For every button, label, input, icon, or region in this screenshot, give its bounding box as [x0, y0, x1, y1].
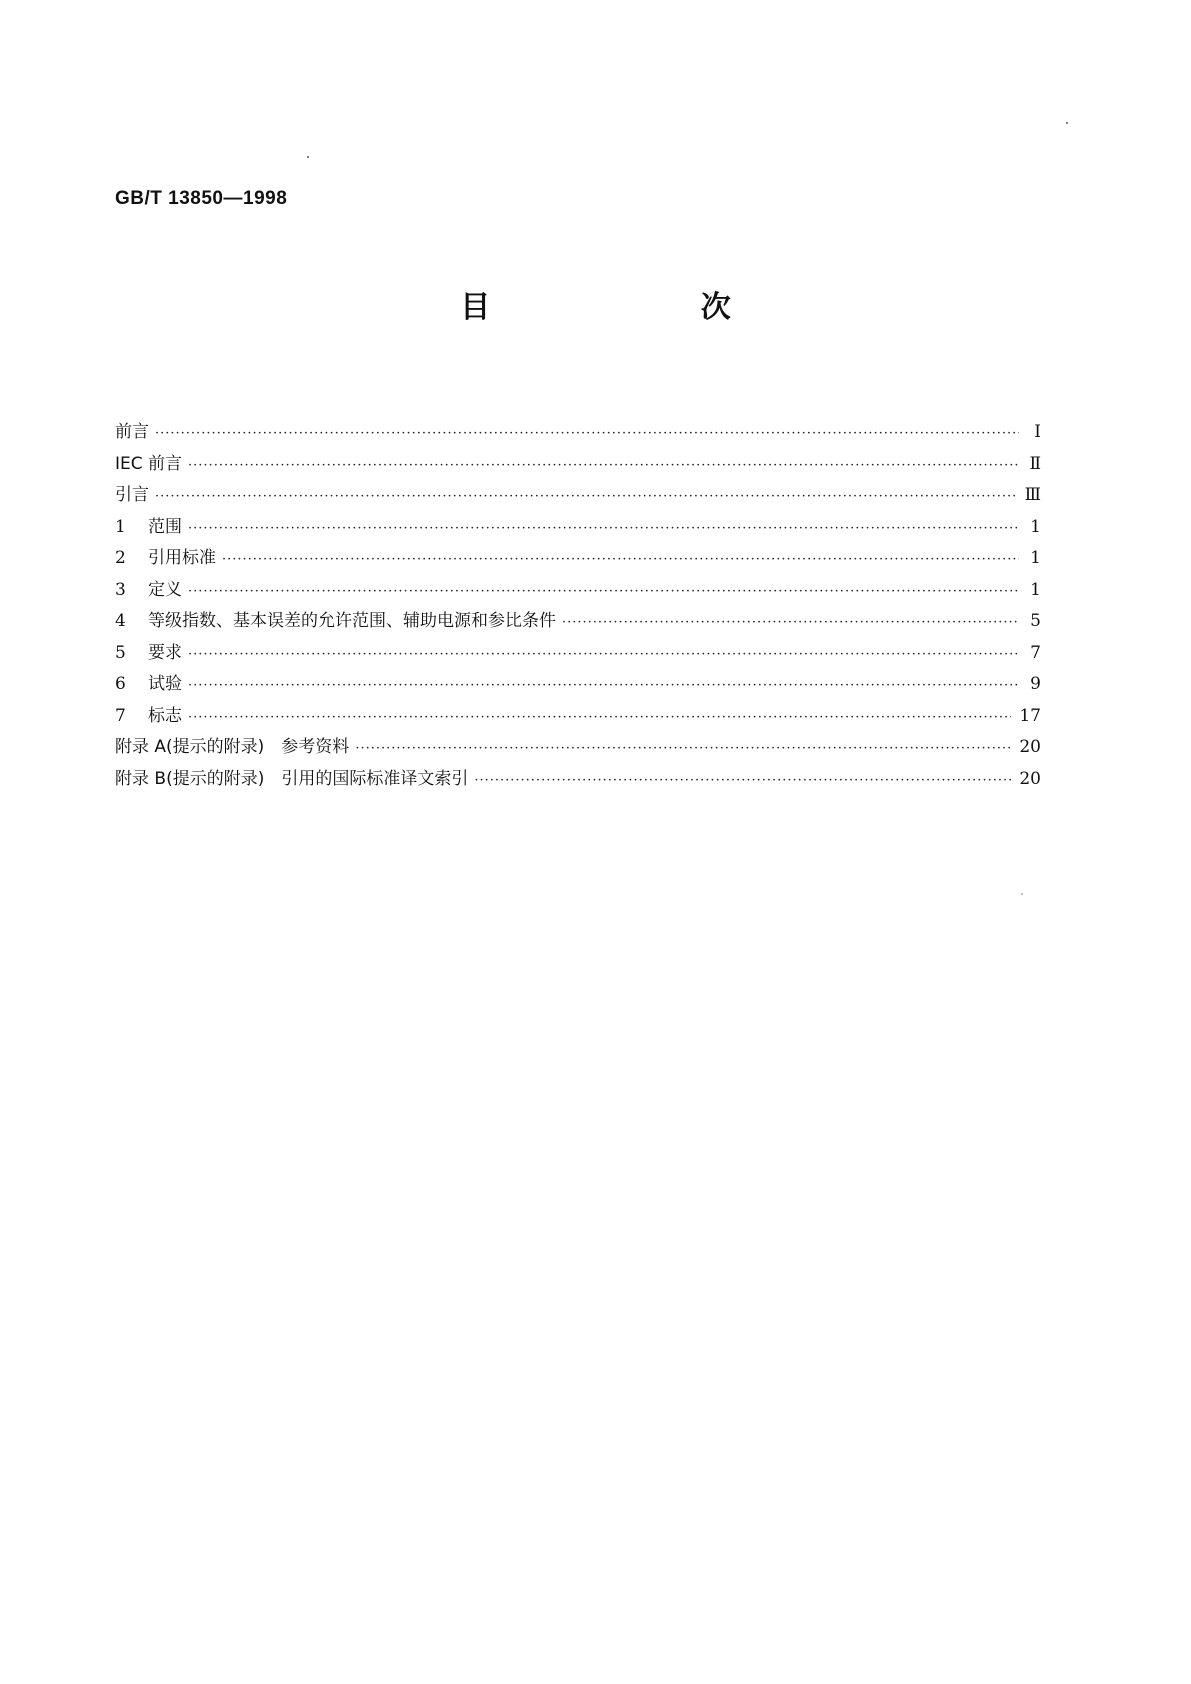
toc-dot-leader: [188, 639, 1019, 671]
toc-entry-label: 要求: [148, 642, 182, 663]
toc-entry-page: I: [1034, 422, 1041, 442]
toc-dot-leader: [222, 544, 1019, 576]
toc-entry-number: 1: [115, 516, 126, 537]
toc-dot-leader: [188, 670, 1019, 702]
toc-entry-iec-foreword[interactable]: [115, 449, 1041, 481]
toc-entry-label: 试验: [148, 674, 182, 694]
toc-entry-label: 引用标准: [148, 548, 216, 568]
toc-dot-leader: [155, 418, 1019, 450]
table-of-contents: [115, 417, 1041, 795]
toc-entry-class-index[interactable]: [115, 606, 1041, 638]
scan-speck: [1066, 122, 1068, 124]
toc-entry-number: 3: [115, 579, 126, 600]
toc-entry-page: 5: [1030, 611, 1041, 631]
toc-entry-foreword[interactable]: [115, 417, 1041, 449]
toc-entry-label: 等级指数、基本误差的允许范围、辅助电源和参比条件: [148, 611, 556, 631]
toc-entry-page: 17: [1019, 705, 1041, 726]
toc-entry-label: 附录 B(提示的附录) 引用的国际标准译文索引: [115, 768, 469, 789]
toc-dot-leader: [562, 607, 1019, 639]
toc-entry-number: 7: [115, 705, 126, 726]
toc-entry-tests[interactable]: [115, 669, 1041, 701]
scan-speck: [307, 156, 309, 158]
toc-entry-label: 引言: [115, 485, 149, 505]
toc-entry-label: 前言: [115, 422, 149, 442]
toc-entry-label: IEC 前言: [115, 453, 183, 474]
toc-title: 目 次: [460, 290, 831, 325]
toc-entry-label: 附录 A(提示的附录) 参考资料: [115, 737, 350, 757]
toc-entry-number: 2: [115, 548, 126, 568]
toc-entry-label: 定义: [148, 579, 182, 600]
toc-dot-leader: [188, 450, 1019, 482]
toc-dot-leader: [188, 513, 1019, 545]
toc-entry-page: Ⅲ: [1024, 485, 1041, 505]
toc-entry-page: 20: [1019, 768, 1041, 789]
toc-entry-page: 20: [1019, 737, 1041, 757]
toc-dot-leader: [155, 481, 1017, 513]
toc-entry-appendix-b[interactable]: [115, 764, 1041, 796]
toc-entry-requirements[interactable]: [115, 638, 1041, 670]
toc-dot-leader: [188, 702, 1011, 734]
toc-dot-leader: [188, 576, 1019, 608]
toc-entry-label: 标志: [148, 705, 182, 726]
toc-entry-page: 7: [1030, 642, 1041, 663]
document-code: GB/T 13850—1998: [115, 188, 288, 209]
toc-entry-number: 5: [115, 642, 126, 663]
toc-entry-marking[interactable]: [115, 701, 1041, 733]
toc-entry-scope[interactable]: [115, 512, 1041, 544]
toc-entry-definitions[interactable]: [115, 575, 1041, 607]
toc-entry-page: Ⅱ: [1029, 453, 1041, 474]
toc-dot-leader: [474, 765, 1011, 797]
toc-entry-number: 4: [115, 611, 126, 631]
toc-entry-label: 范围: [148, 516, 182, 537]
toc-entry-page: 9: [1030, 674, 1041, 694]
toc-entry-normative-references[interactable]: [115, 543, 1041, 575]
toc-entry-appendix-a[interactable]: [115, 732, 1041, 764]
toc-dot-leader: [355, 733, 1011, 765]
toc-entry-page: 1: [1030, 516, 1041, 537]
scan-speck: [1021, 893, 1023, 895]
toc-entry-number: 6: [115, 674, 126, 694]
toc-entry-page: 1: [1030, 579, 1041, 600]
toc-entry-introduction[interactable]: [115, 480, 1041, 512]
toc-entry-page: 1: [1030, 548, 1041, 568]
